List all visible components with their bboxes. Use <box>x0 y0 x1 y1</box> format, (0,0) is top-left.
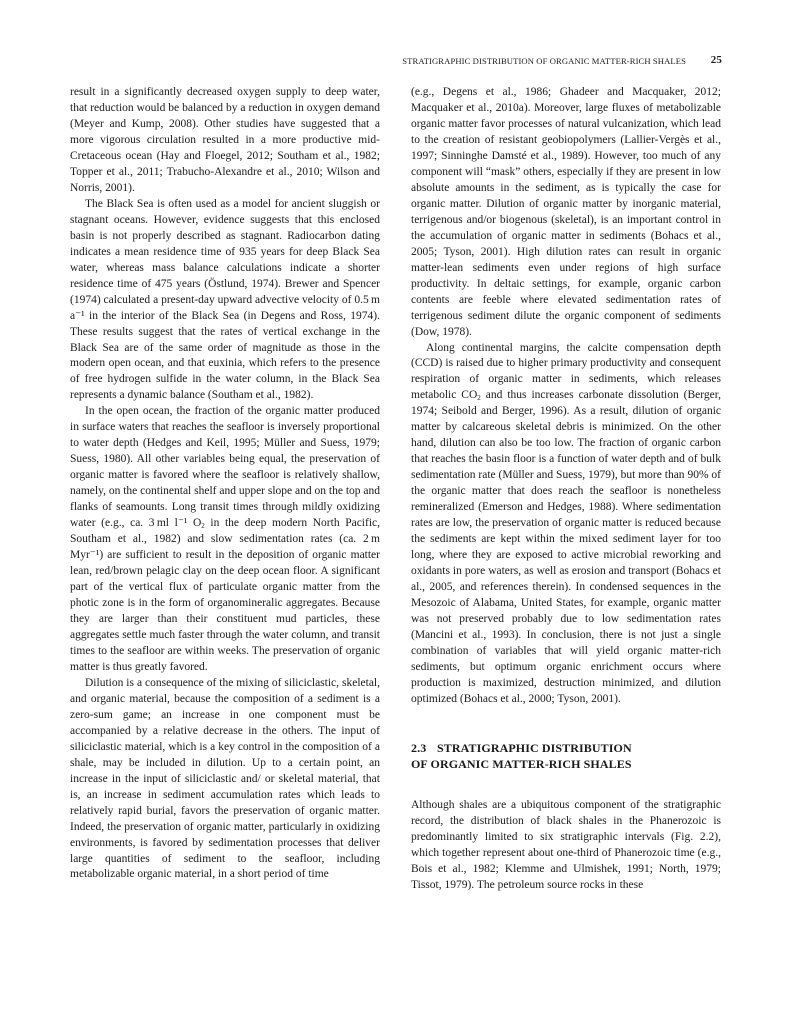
right-column <box>411 85 721 894</box>
section-title-line: OF ORGANIC MATTER-RICH SHALES <box>411 756 632 771</box>
section-number: 2.3 <box>411 740 427 755</box>
subscript: 2 <box>201 522 205 531</box>
section-heading <box>411 740 721 772</box>
text-run: and thus increases carbonate dissolution (Berger, 1974; Seibold and Berger, 1996). As a result, dilution of organic matter by calcareous skeletal debris is minimized. On the other hand, dilution can also be too low. The fraction of organic carbon that reaches the basin floor is a function of water depth and of bulk sedimentation rate (Müller and Suess, 1979), but more than 90% of the organic matter that does reach the seafloor is nonetheless remineralized (Emerson and Hedges, 1988). Where sedimentation rates are low, the preservation of organic matter is reduced because the sediments are kept within the mixed sediment layer for too long, where they are exposed to active microbial reworking and oxidants in pore waters, as well as erosion and transport (Bohacs et al., 2005, and references therein). In condensed sequences in the Mesozoic of Alabama, United States, for example, organic matter was not preserved probably due to low sedimentation rates (Mancini et al., 1993). In conclusion, there is not just a single combination of variables that will yield organic matter-rich sediments, but optimum organic enrichment occurs where production is maximized, destruction minimized, and dilution optimized (Bohacs et al., 2000; Tyson, 2001). <box>411 389 721 705</box>
text-run: In the open ocean, the fraction of the organic matter produced in surface waters that reaches the seafloor is inversely proportional to water depth (Hedges and Keil, 1995; Müller and Suess, 1979; Suess, 1980). All other variables being equal, the preservation of organic matter is favored where the seafloor is relatively shallow, namely, on the continental shelf and upper slope and on the top and flanks of seamounts. Long transit times through mildly oxidizing water (e.g., ca. 3 ml l⁻¹ O <box>70 405 380 530</box>
page-number: 25 <box>710 54 722 66</box>
paragraph: The Black Sea is often used as a model for ancient sluggish or stagnant oceans. However, evidence suggests that this enclosed basin is not properly described as stagnant. Radiocarbon dating indicates a mean residence time of 935 years for deep Black Sea water, whereas mass balance calculations indicate a shorter residence time of 475 years (Östlund, 1974). Brewer and Spencer (1974) calculated a present-day upward advective velocity of 0.5 m a⁻¹ in the interior of the Black Sea (in Degens and Ross, 1974). These results suggest that the rates of vertical exchange in the Black Sea are of the same order of magnitude as those in the modern open ocean, and that euxinia, which refers to the presence of free hydrogen sulfide in the water column, in the Black Sea represents a dynamic balance (Southam et al., 1982). <box>70 197 380 402</box>
paragraph: result in a significantly decreased oxygen supply to deep water, that reduction would be balanced by a reduction in oxygen demand (Meyer and Kump, 2008). Other studies have suggested that a more vigorous circulation resulted in a more productive mid-Cretaceous ocean (Hay and Floegel, 2012; Southam et al., 1982; Topper et al., 2011; Trabucho-Alexandre et al., 2010; Wilson and Norris, 2001). <box>70 86 380 194</box>
paragraph <box>411 341 721 708</box>
text-run: in the deep modern North Pacific, Southam et al., 1982) and slow sedimentation rates (ca. 2 m Myr⁻¹) are sufficient to result in the deposition of organic matter lean, red/brown pelagic clay on the deep ocean floor. A significant part of the vertical flux of particulate organic matter from the photic zone is in the form of organomineralic aggregates. Because they are larger than their constituent mud particles, these aggregates settle much faster through the water column, and transit times to the seafloor are within weeks. The preservation of organic matter is thus greatly favored. <box>70 517 381 673</box>
running-head <box>70 54 722 70</box>
subscript: 2 <box>477 394 481 403</box>
paragraph: (e.g., Degens et al., 1986; Ghadeer and Macquaker, 2012; Macquaker et al., 2010a). Moreover, large fluxes of metabolizable organic matter favor processes of natural vulcanization, which lead to the creation of resistant geobiopolymers (Lallier-Vergès et al., 1997; Sinninghe Damsté et al., 1989). However, too much of any component will “mask” others, especially if they are present in low absolute amounts in the sediment, as is typically the case for organic matter. Dilution of organic matter by inorganic material, terrigenous and/or biogenous (skeletal), is an important control in the accumulation of organic matter in sediments (Bohacs et al., 2005; Tyson, 2001). High dilution rates can result in organic matter-lean sediments even under regions of high surface productivity. In deltaic settings, for example, organic carbon contents are feeble where elevated sedimentation rates of terrigenous sediment dilute the organic component of sediments (Dow, 1978). <box>411 86 721 338</box>
section-title-line: STRATIGRAPHIC DISTRIBUTION <box>437 740 632 755</box>
paragraph: Dilution is a consequence of the mixing of siliciclastic, skeletal, and organic material, because the composition of a sediment is a zero-sum game; an increase in one component must be accompanied by a relative decrease in the others. The input of siliciclastic material, which is a key control in the composition of a shale, may be included in dilution. Up to a certain point, an increase in the input of siliciclastic and/ or skeletal material, that is, an increase in sediment accumulation rates which leads to relatively rapid burial, favors the preservation of organic matter. Indeed, the preservation of organic matter, particularly in oxidizing environments, is favored by sedimentation processes that deliver large quantities of sediment to the seafloor, including metabolizable organic material, in a short period of time <box>70 676 380 881</box>
text-run: Along continental margins, the calcite compensation depth (CCD) is raised due to higher primary productivity and consequent respiration of organic matter in sediments, which releases metabolic CO <box>411 341 721 402</box>
paragraph: Although shales are a ubiquitous component of the stratigraphic record, the distribution of black shales in the Phanerozoic is predominantly limited to six stratigraphic intervals (Fig. 2.2), which together represent about one-third of Phanerozoic time (e.g., Bois et al., 1982; Klemme and Ulmishek, 1991; North, 1979; Tissot, 1979). The petroleum source rocks in these <box>411 798 721 891</box>
paragraph <box>70 404 380 675</box>
running-title: STRATIGRAPHIC DISTRIBUTION OF ORGANIC MATTER-RICH SHALES <box>402 56 686 66</box>
left-column <box>70 85 380 883</box>
